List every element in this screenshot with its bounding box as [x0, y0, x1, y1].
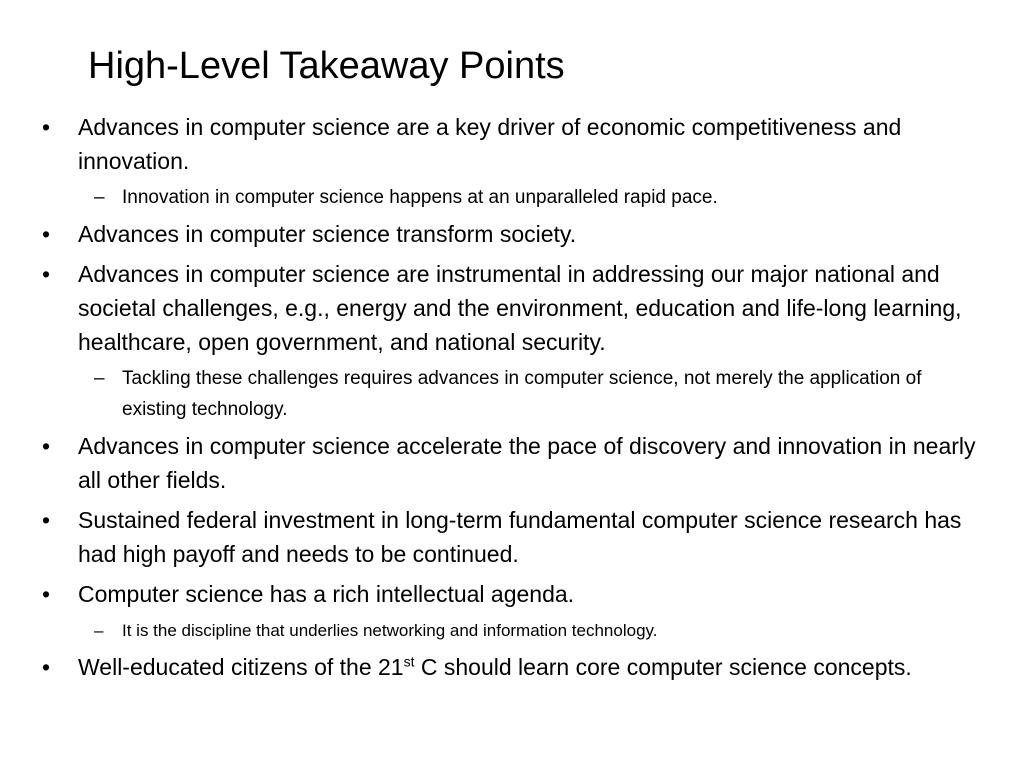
bullet-text: Computer science has a rich intellectual agenda. [78, 581, 575, 607]
bullet-marker: • [42, 507, 51, 533]
bullet-text: Advances in computer science accelerate the pace of discovery and innovation in nearly all other fields. [78, 433, 976, 493]
bullet-item [36, 503, 986, 571]
bullet-marker: • [42, 261, 51, 287]
bullet-marker: • [42, 221, 51, 247]
bullet-item [36, 577, 986, 611]
sub-bullet-item [36, 182, 986, 213]
sub-bullet-text: It is the discipline that underlies networking and information technology. [122, 621, 658, 640]
bullet-item [36, 257, 986, 359]
superscript-st: st [403, 653, 415, 670]
bullet-marker: • [42, 581, 51, 607]
dash-marker: – [94, 187, 105, 208]
bullet-item [36, 110, 986, 178]
bullet-text-end: C should learn core computer science concepts. [414, 654, 912, 680]
dash-marker: – [94, 621, 104, 640]
sub-bullet-item [36, 615, 986, 646]
bullet-marker: • [42, 433, 51, 459]
bullet-list [36, 110, 986, 690]
sub-bullet-text: Tackling these challenges requires advances in computer science, not merely the application of existing technology. [122, 368, 922, 420]
bullet-item [36, 429, 986, 497]
bullet-text: Advances in computer science are instrumental in addressing our major national and societal challenges, e.g., energy and the environment, education and life-long learning, healthcare, open government, and national security. [78, 261, 962, 355]
bullet-item [36, 650, 986, 684]
bullet-text: Advances in computer science transform society. [78, 221, 577, 247]
bullet-marker: • [42, 654, 51, 680]
bullet-marker: • [42, 114, 51, 140]
bullet-item [36, 217, 986, 251]
slide-title: High-Level Takeaway Points [88, 45, 565, 87]
bullet-text-start: Well-educated citizens of the 21 [78, 654, 404, 680]
sub-bullet-text: Innovation in computer science happens at an unparalleled rapid pace. [122, 187, 718, 208]
bullet-text: Advances in computer science are a key driver of economic competitiveness and innovation. [78, 114, 902, 174]
bullet-text: Sustained federal investment in long-term fundamental computer science research has had high payoff and needs to be continued. [78, 507, 962, 567]
sub-bullet-item [36, 363, 986, 425]
dash-marker: – [94, 368, 105, 389]
